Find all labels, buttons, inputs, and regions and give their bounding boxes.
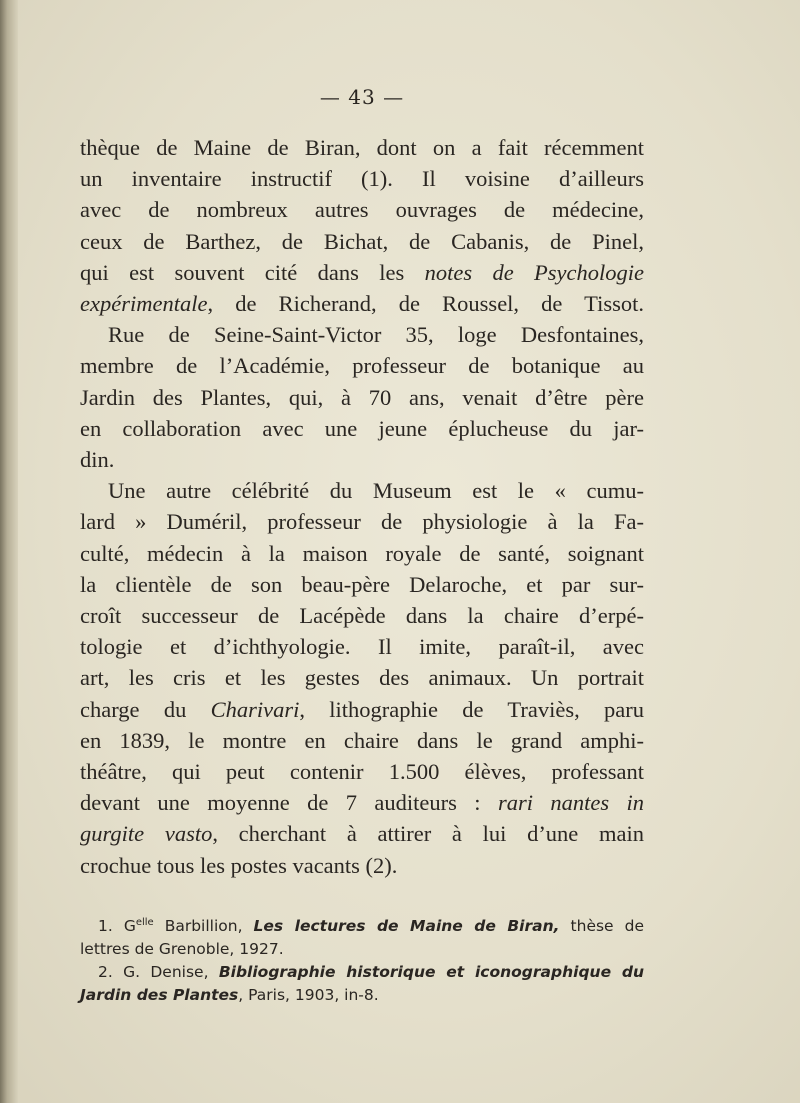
text-line [80,694,644,725]
text-line [80,288,644,319]
text-segment: , lithographie de Traviès, paru [299,696,644,722]
footnote-author: G. Denise, [112,962,219,981]
text-line [80,257,644,288]
footnote-text: thèse de [559,916,644,935]
text-line: culté, médecin à la maison royale de santé, soignant [80,540,644,566]
footnote-2 [80,961,644,984]
text-line: thèque de Maine de Biran, dont on a fait récemment [80,135,644,160]
footnote-number: 2. [98,962,113,981]
page-number: — 43 — [319,85,405,109]
footnote-2-continued [80,984,644,1007]
text-line: en 1839, le montre en chaire dans le grand amphi- [80,727,644,753]
footnote-title: Bibliographie historique et iconographique du [218,962,645,981]
text-line: membre de l’Académie, professeur de botanique au [80,353,644,379]
paragraph-start-line: Rue de Seine-Saint-Victor 35, loge Desfontaines, [108,322,644,348]
text-line: en collaboration avec une jeune éplucheuse du jar- [80,415,644,441]
text-segment: qui est souvent cité dans les [80,259,425,285]
italic-title: notes de Psychologie [424,259,644,285]
text-line: art, les cris et les gestes des animaux. Un portrait [80,665,644,691]
text-line: théâtre, qui peut contenir 1.500 élèves, professant [80,759,644,785]
footnote-author: G [123,916,136,935]
text-line: un inventaire instructif (1). Il voisine d’ailleurs [80,166,644,192]
book-binding-edge [0,0,18,1103]
text-line: avec de nombreux autres ouvrages de médecine, [80,197,644,223]
text-line: la clientèle de son beau-père Delaroche, et par sur- [80,571,644,597]
italic-title: Charivari [210,696,300,722]
text-line: Jardin des Plantes, qui, à 70 ans, venait d’être père [80,384,644,410]
italic-title: expérimentale [80,291,208,317]
footnote-title: Les lectures de Maine de Biran, [253,916,560,935]
footnote-author: Barbillion, [153,916,254,935]
footnotes [80,915,644,1007]
page-content [80,84,644,1007]
footnote-number: 1. [98,916,113,935]
text-line [80,818,644,849]
text-line: lard » Duméril, professeur de physiologie à la Fa- [80,509,644,535]
text-segment: charge du [80,696,211,722]
text-line: ceux de Barthez, de Bichat, de Cabanis, de Pinel, [80,228,644,254]
body-text [80,132,644,881]
footnote-1 [80,915,644,938]
italic-phrase: gurgite vasto [80,821,213,847]
italic-phrase: rari nantes in [497,790,644,816]
text-segment: devant une moyenne de 7 auditeurs : [80,790,498,816]
paragraph-start-line: Une autre célébrité du Museum est le « cumu- [108,478,644,504]
text-line [80,787,644,818]
text-line: croît successeur de Lacépède dans la chaire d’erpé- [80,603,644,629]
footnote-text: , Paris, 1903, in-8. [238,985,379,1004]
footnote-title: Jardin des Plantes [80,985,239,1004]
footnote-author-superscript: elle [135,916,154,928]
footnote-1-continued: lettres de Grenoble, 1927. [80,939,284,958]
text-line: din. [80,447,115,473]
text-segment: , cherchant à attirer à lui d’une main [212,821,644,847]
text-line: tologie et d’ichthyologie. Il imite, paraît-il, avec [80,634,644,660]
text-line: crochue tous les postes vacants (2). [80,852,398,878]
text-segment: , de Richerand, de Roussel, de Tissot. [207,291,644,317]
